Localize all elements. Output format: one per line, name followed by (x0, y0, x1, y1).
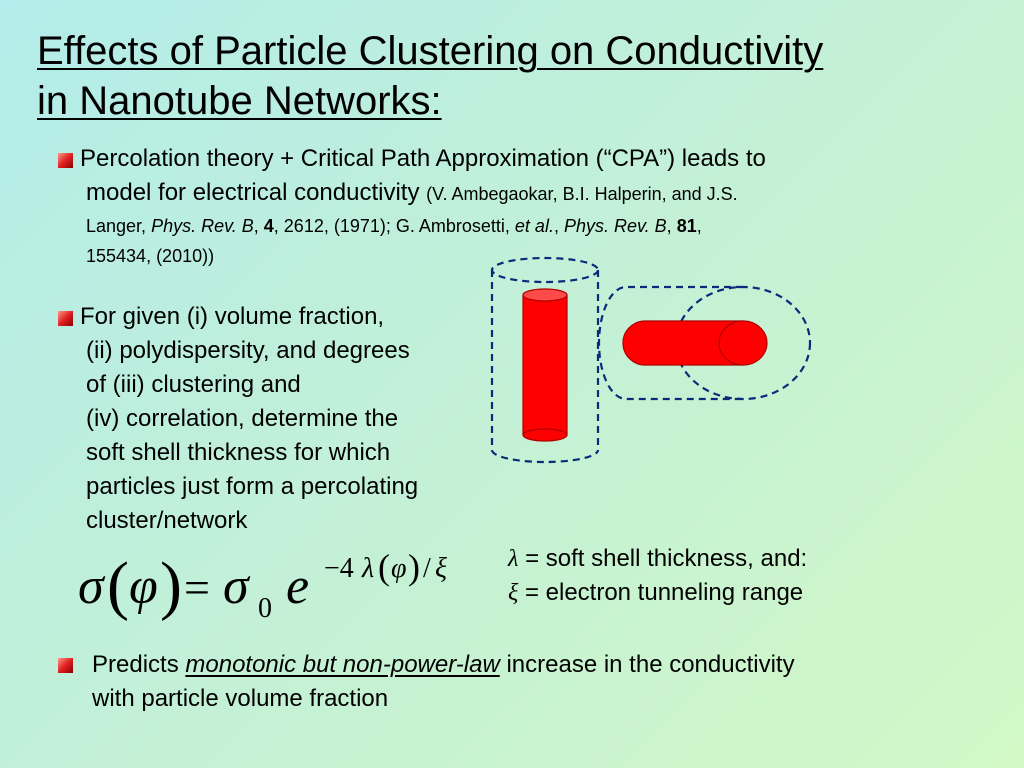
eq-phi: φ (129, 558, 158, 615)
bullet-square-icon (58, 658, 73, 673)
title-line-1: Effects of Particle Clustering on Conductivity (37, 29, 824, 73)
bullet-2-line: (iv) correlation, determine the (86, 405, 399, 432)
bullet-3-text (92, 648, 795, 716)
xi-definition: = electron tunneling range (518, 579, 804, 606)
bullet-2-line: For given (i) volume fraction, (80, 303, 385, 330)
citation-line-2 (80, 211, 766, 241)
lambda-symbol: λ (508, 546, 519, 572)
eq-exp-minus4: −4 (324, 553, 354, 584)
bullet-2-line: cluster/network (86, 507, 248, 534)
slide-title (37, 26, 997, 126)
bullet-1-main-text: model for electrical conductivity (86, 179, 427, 206)
title-line-2: in Nanotube Networks: (37, 79, 442, 123)
eq-exp-lparen: ( (378, 547, 390, 587)
bullet-square-icon (58, 311, 73, 326)
nanotube-soft-shell-diagram (488, 250, 818, 470)
bullet-1-line-1: Percolation theory + Critical Path Approximation (“CPA”) leads to (80, 145, 766, 172)
bullet-square-icon (58, 153, 73, 168)
eq-exp-phi: φ (391, 553, 407, 584)
citation-text: , (253, 216, 264, 236)
legend-lambda (508, 542, 807, 576)
eq-sigma0: σ (223, 558, 249, 615)
legend-xi (508, 576, 807, 610)
symbol-legend (508, 542, 807, 610)
eq-e: e (286, 558, 310, 615)
citation-part-1: (V. Ambegaokar, B.I. Halperin, and J.S. (426, 184, 738, 204)
citation-volume: 81 (676, 216, 697, 236)
bullet-2-line: (ii) polydispersity, and degrees (86, 337, 410, 364)
citation-volume: 4 (263, 216, 274, 236)
eq-rparen: ) (160, 549, 182, 622)
eq-equals: = (184, 562, 210, 613)
bullet-2-line: soft shell thickness for which (86, 439, 391, 466)
citation-text: , (553, 216, 564, 236)
bullet-1-line-2 (80, 176, 766, 211)
vertical-nanotube-rod (523, 289, 567, 441)
bullet-2-text (80, 300, 418, 538)
eq-sigma: σ (78, 558, 104, 615)
citation-text: , 2612, (1971); G. Ambrosetti, (273, 216, 515, 236)
bullet-3-post: increase in the conductivity (499, 651, 795, 678)
bullet-2-line: particles just form a percolating (86, 473, 419, 500)
horizontal-nanotube-rod (623, 321, 767, 365)
citation-text: , (666, 216, 677, 236)
bullet-3-line-1 (92, 648, 795, 682)
bullet-2-line: of (iii) clustering and (86, 371, 301, 398)
citation-journal: Phys. Rev. B (151, 216, 254, 236)
eq-lparen: ( (107, 549, 129, 622)
citation-text: Langer, (86, 216, 152, 236)
citation-journal: Phys. Rev. B (563, 216, 667, 236)
citation-line-3: 155434, (2010)) (86, 246, 215, 266)
eq-subscript-0: 0 (258, 593, 272, 624)
eq-exp-lambda: λ (362, 553, 375, 584)
xi-symbol: ξ (508, 580, 519, 606)
bullet-3-line-2: with particle volume fraction (92, 685, 389, 712)
citation-text: , (696, 216, 702, 236)
bullet-3-emphasis: monotonic but non-power-law (185, 651, 500, 678)
lambda-definition: = soft shell thickness, and: (518, 545, 808, 572)
citation-etal: et al. (514, 216, 554, 236)
eq-exp-slash: / (423, 553, 431, 584)
bullet-3-pre: Predicts (92, 651, 186, 678)
eq-exp-xi: ξ (435, 553, 447, 584)
conductivity-equation (78, 545, 488, 635)
eq-exp-rparen: ) (408, 547, 420, 587)
